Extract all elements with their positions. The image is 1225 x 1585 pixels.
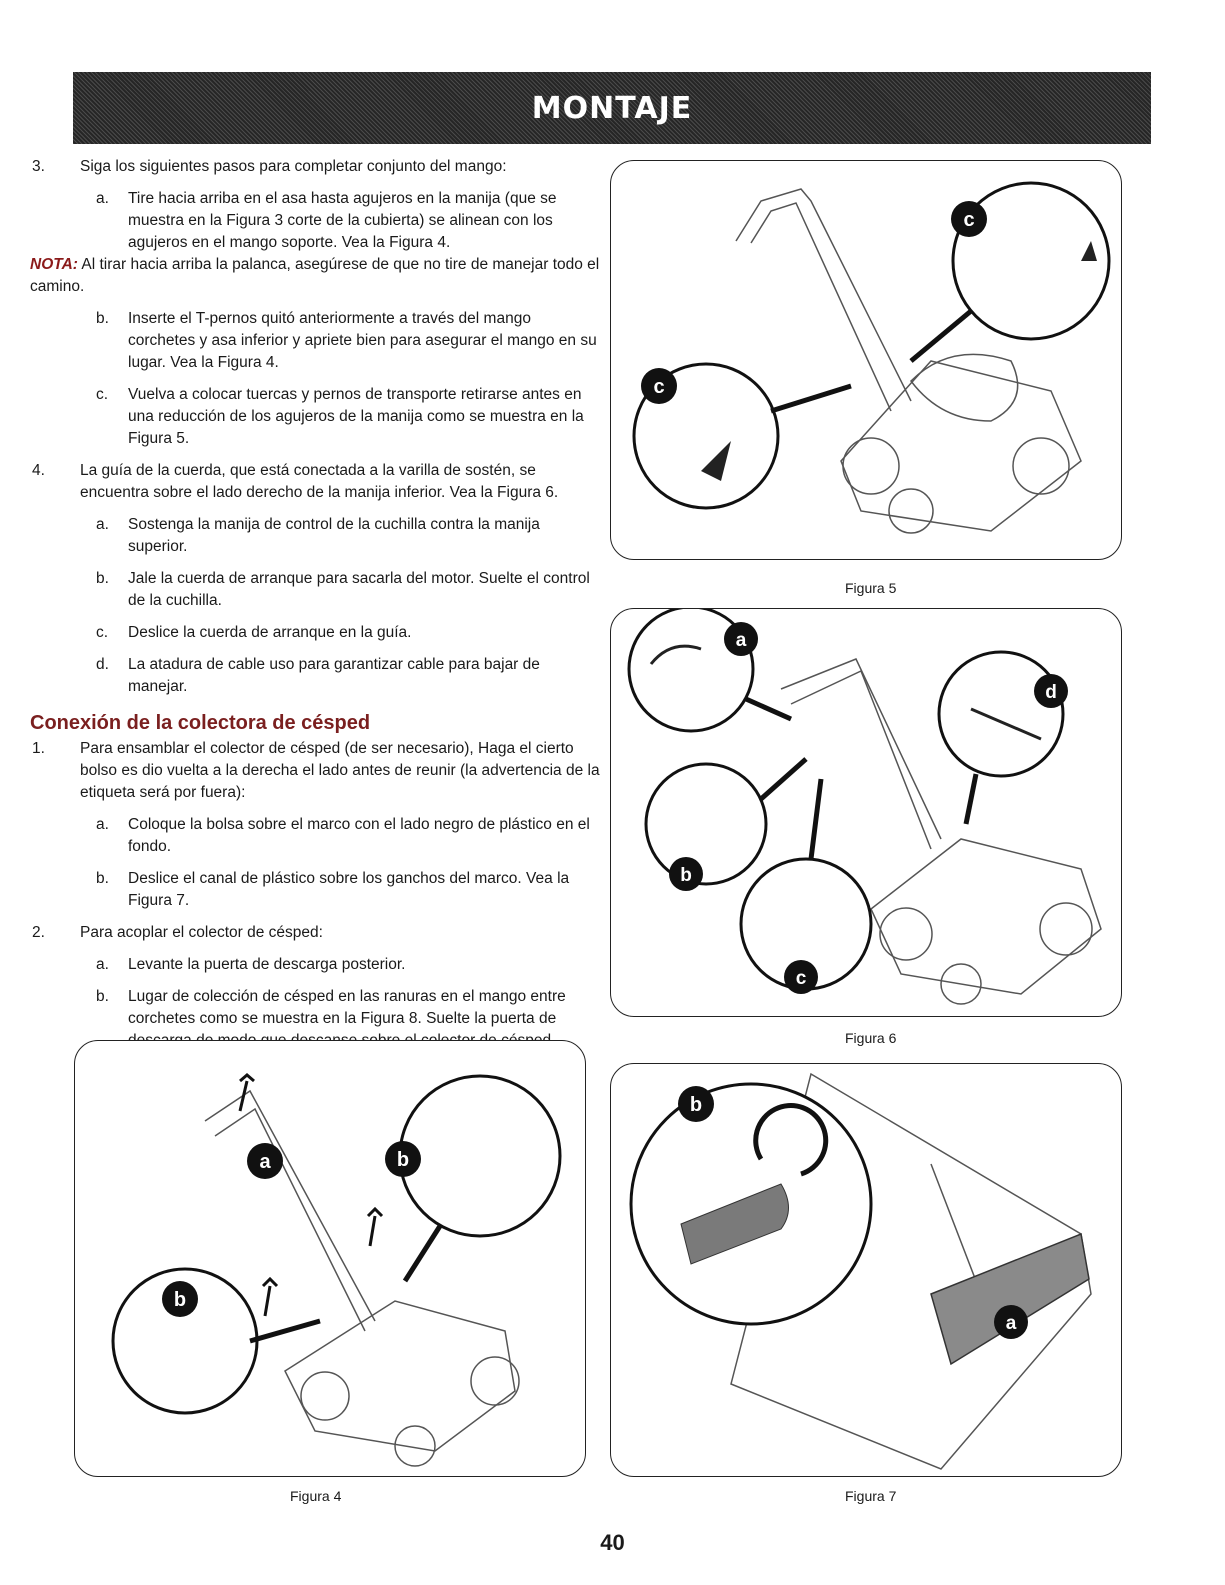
step-text: Siga los siguientes pasos para completar conjunto del mango:	[80, 158, 507, 175]
figure-5-drawing	[611, 161, 1121, 559]
section-title: Conexión de la colectora de césped	[30, 712, 371, 734]
figure-5-illustration	[610, 160, 1122, 560]
figure-4-illustration	[74, 1040, 586, 1477]
step-4	[30, 460, 600, 504]
figure-7-drawing	[611, 1064, 1121, 1476]
mower-deck	[871, 839, 1101, 994]
substep-1a	[30, 814, 600, 858]
substep-letter: c.	[96, 624, 109, 641]
figure-5-caption: Figura 5	[845, 580, 897, 596]
figure-7-caption: Figura 7	[845, 1488, 897, 1504]
note-label: NOTA:	[30, 256, 78, 273]
instructions-column	[30, 150, 600, 1052]
substep-4b	[30, 568, 600, 612]
substep-letter: b.	[96, 310, 109, 327]
substep-text: Deslice la cuerda de arranque en la guía.	[128, 624, 412, 641]
callout-label: c	[963, 209, 975, 231]
mower-handle	[736, 189, 911, 401]
mower-wheel	[880, 908, 932, 960]
substep-text: Tire hacia arriba en el asa hasta agujeros en la manija (que se muestra en la Figura 3 corte de la cubierta) se alinean con los agujeros en el mango soporte. Vea la Figura 4.	[128, 190, 557, 251]
figure-4-caption: Figura 4	[290, 1488, 342, 1504]
detail-circle-d	[939, 652, 1063, 776]
figure-7-illustration	[610, 1063, 1122, 1477]
substep-text: Levante la puerta de descarga posterior.	[128, 956, 406, 973]
page-number: 40	[600, 1530, 625, 1555]
substep-4c	[30, 622, 600, 644]
substep-3c	[30, 384, 600, 450]
substep-letter: a.	[96, 190, 109, 207]
step-number: 4.	[32, 462, 45, 479]
substep-letter: d.	[96, 656, 109, 673]
figure-4-drawing	[75, 1041, 585, 1476]
substep-text: Deslice el canal de plástico sobre los ganchos del marco. Vea la Figura 7.	[128, 870, 570, 909]
banner-title: MONTAJE	[531, 90, 693, 126]
figure-6-drawing	[611, 609, 1121, 1016]
step-text: Para acoplar el colector de césped:	[80, 924, 323, 941]
callout-label: d	[1045, 682, 1057, 703]
step-text: Para ensamblar el colector de césped (de ser necesario), Haga el cierto bolso es dio vuelta a la derecha el lado antes de reunir (la advertencia de la etiqueta será por fuera):	[80, 740, 600, 801]
substep-text: Vuelva a colocar tuercas y pernos de transporte retirarse antes en una reducción de los agujeros de la manija como se muestra en la Figura 5.	[128, 386, 584, 447]
substep-4d	[30, 654, 600, 698]
substep-3b	[30, 308, 600, 374]
step-1	[30, 738, 600, 804]
callout-label: a	[1005, 1313, 1017, 1334]
substep-letter: b.	[96, 988, 109, 1005]
step-number: 2.	[32, 924, 45, 941]
substep-text: Lugar de colección de césped en las ranuras en el mango entre corchetes como se muestra en la Figura 8. Suelte la puerta de	[128, 988, 566, 1027]
callout-label: b	[680, 865, 692, 886]
step-number: 1.	[32, 740, 45, 757]
step-text: La guía de la cuerda, que está conectada a la varilla de sostén, se encuentra sobre el lado derecho de la manija inferior. Vea la Figura 6.	[80, 462, 559, 501]
substep-letter: c.	[96, 386, 109, 403]
substep-2a	[30, 954, 600, 976]
substep-letter: a.	[96, 956, 109, 973]
callout-label: b	[173, 1289, 187, 1311]
callout-label: c	[653, 376, 665, 398]
mower-wheel	[301, 1372, 349, 1420]
substep-letter: a.	[96, 516, 109, 533]
arrow-up-icon	[263, 1279, 277, 1316]
mower-deck	[841, 361, 1081, 531]
substep-4a	[30, 514, 600, 558]
detail-circle-b	[646, 764, 766, 884]
substep-text: Sostenga la manija de control de la cuchilla contra la manija superior.	[128, 516, 540, 555]
substep-letter: a.	[96, 816, 109, 833]
note	[30, 254, 600, 298]
bag-frame-channel	[931, 1234, 1089, 1364]
substep-letter: b.	[96, 870, 109, 887]
substep-text: Jale la cuerda de arranque para sacarla del motor. Suelte el control de la cuchilla.	[128, 570, 590, 609]
substep-text: La atadura de cable uso para garantizar cable para bajar de manejar.	[128, 656, 540, 695]
callout-label: b	[689, 1094, 703, 1116]
mower-wheel	[843, 438, 899, 494]
arrow-up-icon	[368, 1209, 382, 1246]
step-3	[30, 156, 600, 178]
substep-text: Inserte el T-pernos quitó anteriormente a través del mango corchetes y asa inferior y apriete bien para asegurar el mango en su lugar. Vea la Figura 4.	[128, 310, 597, 371]
substep-letter: b.	[96, 570, 109, 587]
step-number: 3.	[32, 158, 45, 175]
section-banner	[73, 72, 1151, 144]
substep-text: Coloque la bolsa sobre el marco con el lado negro de plástico en el fondo.	[128, 816, 590, 855]
substep-1b	[30, 868, 600, 912]
note-text: Al tirar hacia arriba la palanca, asegúrese de que no tire de manejar todo el camino.	[30, 256, 600, 295]
detail-circle-top	[400, 1076, 560, 1236]
callout-label: c	[795, 968, 807, 989]
callout-label: a	[735, 630, 747, 651]
figure-6-illustration	[610, 608, 1122, 1017]
figure-6-caption: Figura 6	[845, 1030, 897, 1046]
step-2	[30, 922, 600, 944]
callout-label: b	[396, 1149, 410, 1171]
substep-3a	[30, 188, 600, 254]
callout-label: a	[259, 1151, 271, 1173]
